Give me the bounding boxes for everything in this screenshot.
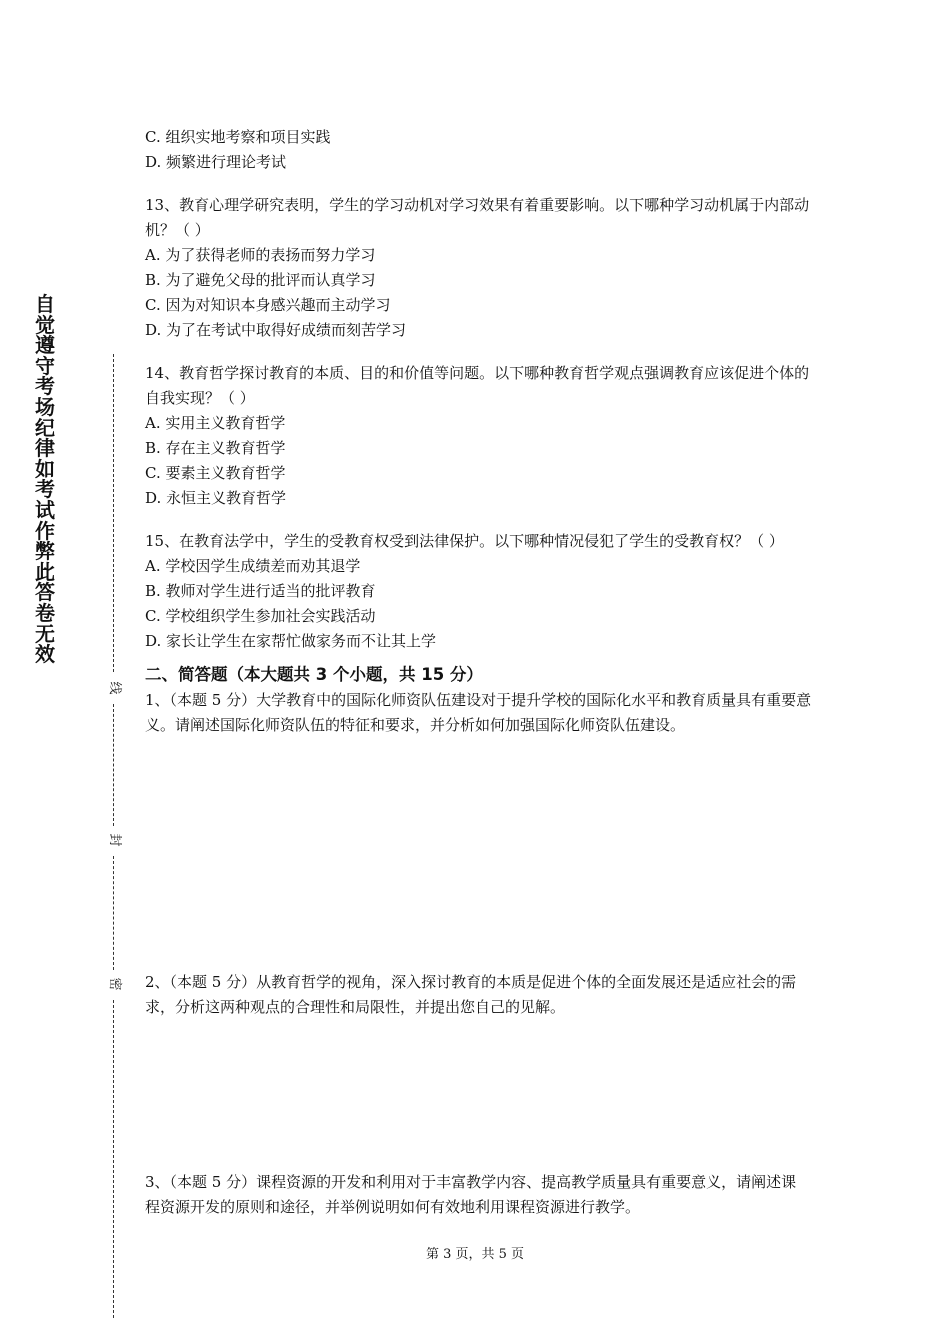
- binding-dashed-line: [113, 704, 114, 826]
- question-15: [145, 529, 815, 654]
- short-answer-question-1: 1、（本题 5 分）大学教育中的国际化师资队伍建设对于提升学校的国际化水平和教育质量具有重要意义。请阐述国际化师资队伍的特征和要求，并分析如何加强国际化师资队伍建设。: [145, 691, 812, 734]
- option: C. 要素主义教育哲学: [145, 464, 286, 482]
- binding-label-secret: 密: [107, 977, 122, 991]
- binding-warning: 自觉遵守考场纪律如考试作弊此答卷无效: [35, 292, 55, 667]
- question-13: [145, 193, 815, 343]
- binding-dashed-line: [113, 1000, 114, 1318]
- option: B. 为了避免父母的批评而认真学习: [145, 271, 376, 289]
- option: D. 频繁进行理论考试: [145, 153, 287, 171]
- option: C. 因为对知识本身感兴趣而主动学习: [145, 296, 391, 314]
- question-stem: 14、教育哲学探讨教育的本质、目的和价值等问题。以下哪种教育哲学观点强调教育应该促进个体的自我实现？（ ）: [145, 364, 810, 407]
- section-title-short-answer: 二、简答题（本大题共 3 个小题，共 15 分）: [145, 665, 483, 684]
- option: A. 学校因学生成绩差而劝其退学: [145, 557, 361, 575]
- binding-dashed-line: [113, 856, 114, 970]
- option: B. 教师对学生进行适当的批评教育: [145, 582, 376, 600]
- binding-label-seal: 封: [107, 833, 122, 847]
- binding-label-line: 线: [107, 681, 122, 695]
- question-stem: 15、在教育法学中，学生的受教育权受到法律保护。以下哪种情况侵犯了学生的受教育权？（ ）: [145, 532, 784, 550]
- short-answer-question-2: 2、（本题 5 分）从教育哲学的视角，深入探讨教育的本质是促进个体的全面发展还是适应社会的需求，分析这两种观点的合理性和局限性，并提出您自己的见解。: [145, 973, 797, 1016]
- option: C. 学校组织学生参加社会实践活动: [145, 607, 376, 625]
- short-answer-question-3: 3、（本题 5 分）课程资源的开发和利用对于丰富教学内容、提高教学质量具有重要意义，请阐述课程资源开发的原则和途径，并举例说明如何有效地利用课程资源进行教学。: [145, 1173, 797, 1216]
- option: D. 为了在考试中取得好成绩而刻苦学习: [145, 321, 407, 339]
- question-12-continued: [145, 125, 815, 175]
- question-14: [145, 361, 815, 511]
- question-stem: 13、教育心理学研究表明，学生的学习动机对学习效果有着重要影响。以下哪种学习动机属于内部动机？（ ）: [145, 196, 810, 239]
- option: C. 组织实地考察和项目实践: [145, 128, 331, 146]
- binding-dashed-line: [113, 354, 114, 672]
- option: D. 家长让学生在家帮忙做家务而不让其上学: [145, 632, 437, 650]
- option: A. 实用主义教育哲学: [145, 414, 286, 432]
- exam-content: [145, 125, 815, 738]
- option: A. 为了获得老师的表扬而努力学习: [145, 246, 376, 264]
- page-number: 第 3 页，共 5 页: [425, 1247, 525, 1262]
- option: D. 永恒主义教育哲学: [145, 489, 287, 507]
- option: B. 存在主义教育哲学: [145, 439, 286, 457]
